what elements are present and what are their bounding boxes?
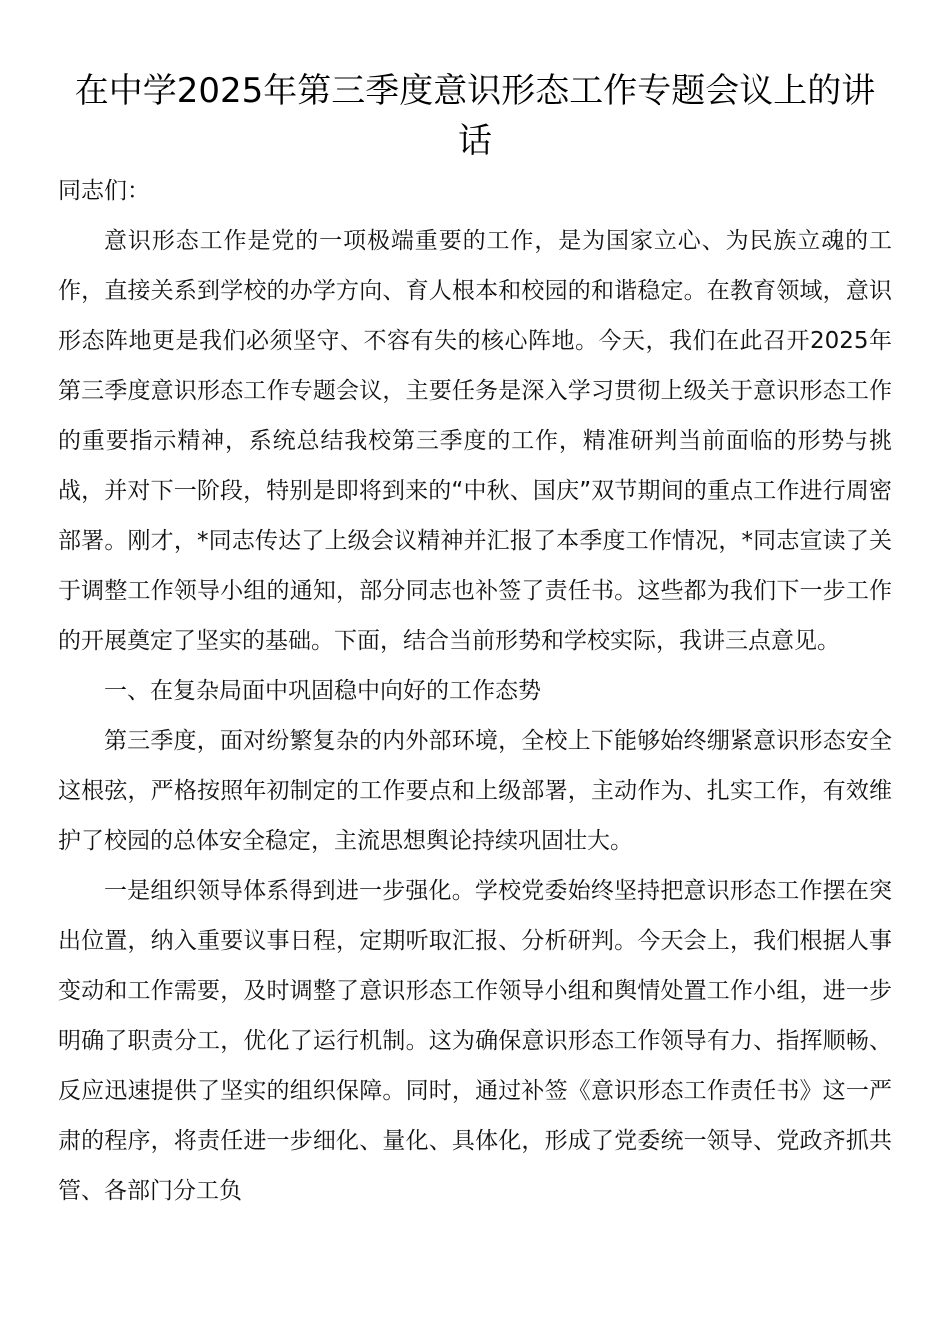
section-heading-1: 一、在复杂局面中巩固稳中向好的工作态势 xyxy=(104,678,541,704)
greeting: 同志们： xyxy=(58,178,150,204)
paragraph-section-1-point-1: 一是组织领导体系得到进一步强化。学校党委始终坚持把意识形态工作摆在突出位置，纳入重要议事日程，定期听取汇报、分析研判。今天会上，我们根据人事变动和工作需要，及时调整了意识形态工作领导小组和舆情处置工作小组，进一步明确了职责分工，优化了运行机制。这为确保意识形态工作领导有力、指挥顺畅、反应迅速提供了坚实的组织保障。同时，通过补签《意识形态工作责任书》这一严肃的程序，将责任进一步细化、量化、具体化，形成了党委统一领导、党政齐抓共管、各部门分工负 xyxy=(58,878,892,1204)
paragraph-intro: 意识形态工作是党的一项极端重要的工作，是为国家立心、为民族立魂的工作，直接关系到学校的办学方向、育人根本和校园的和谐稳定。在教育领域，意识形态阵地更是我们必须坚守、不容有失的核心阵地。今天，我们在此召开2025年第三季度意识形态工作专题会议，主要任务是深入学习贯彻上级关于意识形态工作的重要指示精神，系统总结我校第三季度的工作，精准研判当前面临的形势与挑战，并对下一阶段，特别是即将到来的“中秋、国庆”双节期间的重点工作进行周密部署。刚才，*同志传达了上级会议精神并汇报了本季度工作情况，*同志宣读了关于调整工作领导小组的通知，部分同志也补签了责任书。这些都为我们下一步工作的开展奠定了坚实的基础。下面，结合当前形势和学校实际，我讲三点意见。 xyxy=(58,228,892,654)
document-title: 在中学2025年第三季度意识形态工作专题会议上的讲话 xyxy=(74,71,876,161)
paragraph-section-1-summary: 第三季度，面对纷繁复杂的内外部环境，全校上下能够始终绷紧意识形态安全这根弦，严格按照年初制定的工作要点和上级部署，主动作为、扎实工作，有效维护了校园的总体安全稳定，主流思想舆论持续巩固壮大。 xyxy=(58,728,892,854)
document-page xyxy=(58,66,892,1216)
